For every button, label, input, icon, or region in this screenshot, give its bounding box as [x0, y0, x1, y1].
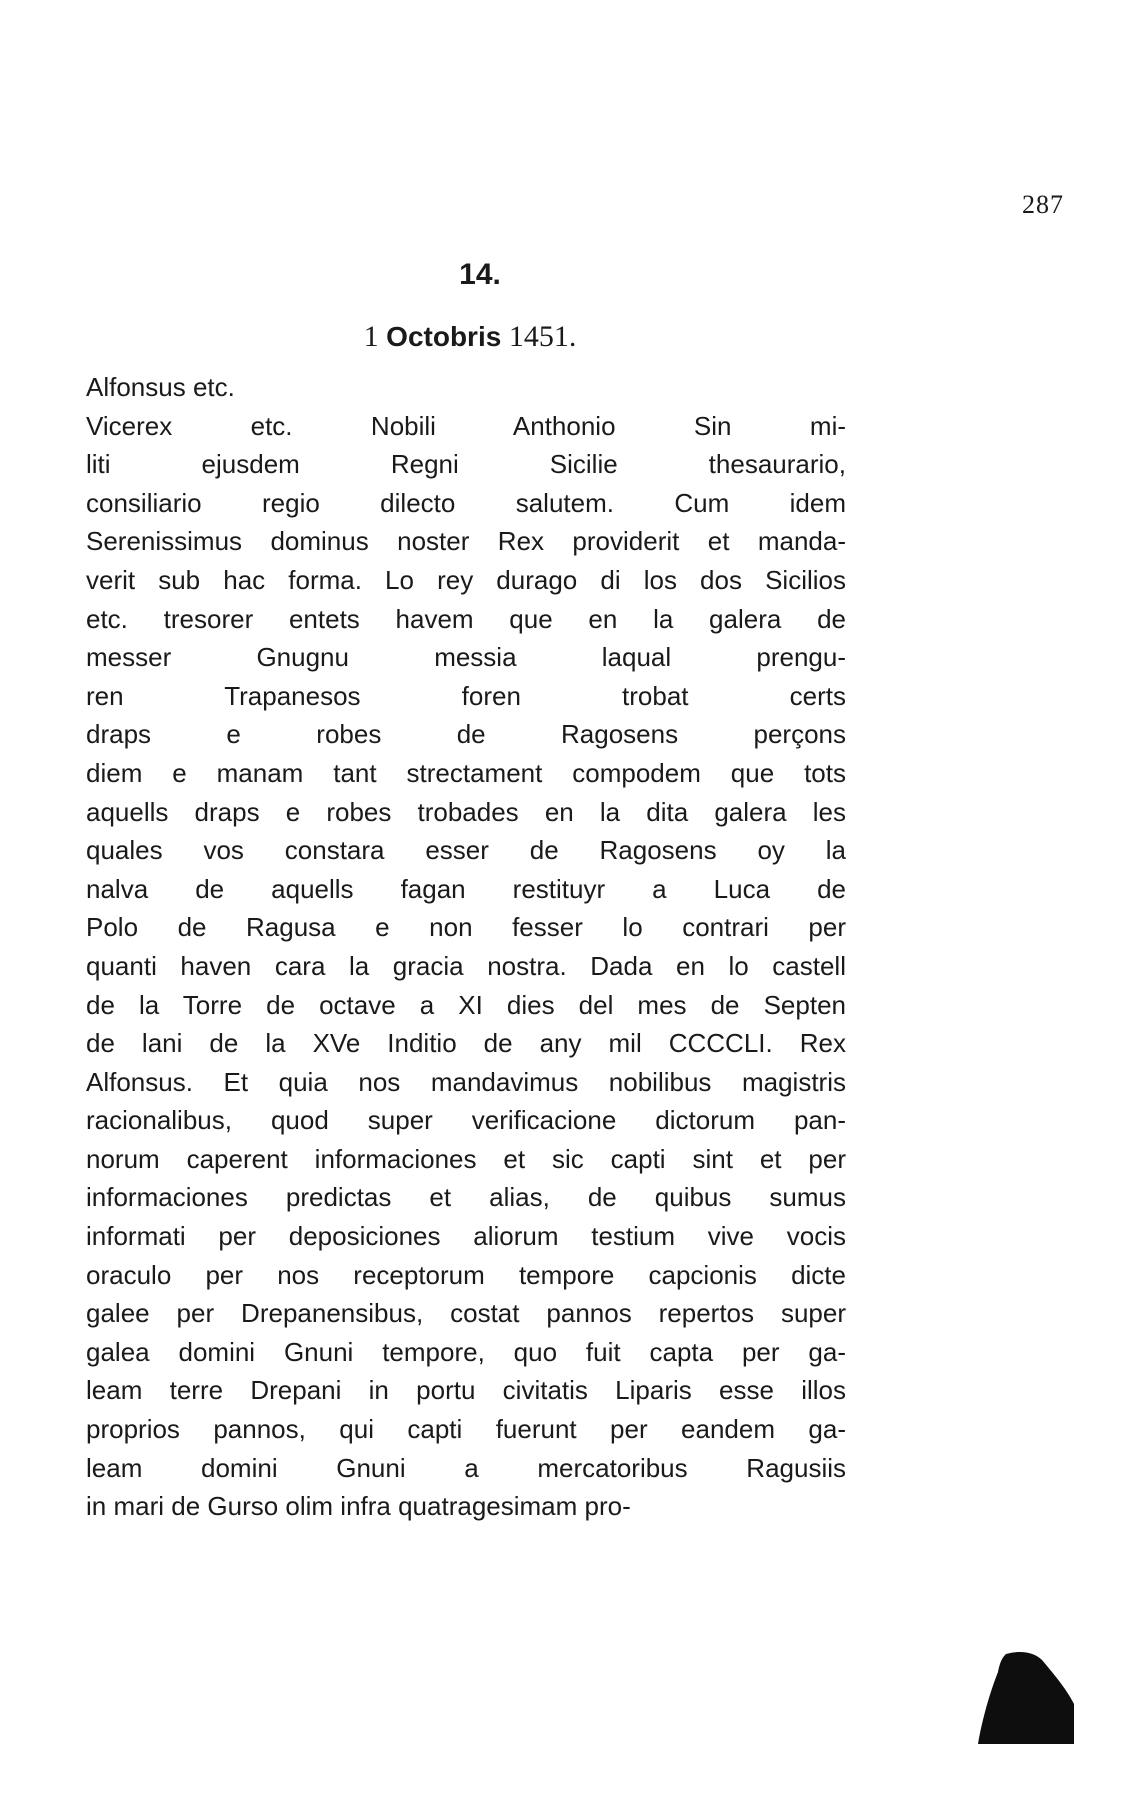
text-line: messer Gnugnu messia laqual prengu- — [86, 642, 846, 673]
text-line: galee per Drepanensibus, costat pannos repertos super — [86, 1298, 846, 1329]
date-year: 1451. — [508, 320, 577, 353]
text-line: draps e robes de Ragosens perçons — [86, 719, 846, 750]
text-line: norum caperent informaciones et sic capti sint et per — [86, 1143, 846, 1174]
text-line: de la Torre de octave a XI dies del mes de Septen — [86, 989, 846, 1020]
date-day: 1 — [363, 320, 379, 353]
text-line: quales vos constara esser de Ragosens oy la — [86, 835, 846, 866]
page-number: 287 — [1022, 190, 1064, 219]
library-stamp-mark — [976, 1650, 1076, 1746]
text-line: Serenissimus dominus noster Rex providerit et manda- — [86, 526, 846, 557]
text-line: oraculo per nos receptorum tempore capcionis dicte — [86, 1259, 846, 1290]
text-line: diem e manam tant strectament compodem que tots — [86, 757, 846, 788]
text-line: racionalibus, quod super verificacione dictorum pan- — [86, 1105, 846, 1136]
text-line: ren Trapanesos foren trobat certs — [86, 680, 846, 711]
text-line: liti ejusdem Regni Sicilie thesaurario, — [86, 449, 846, 480]
text-line: Polo de Ragusa e non fesser lo contrari per — [86, 912, 846, 943]
text-line: proprios pannos, qui capti fuerunt per eandem ga- — [86, 1414, 846, 1445]
text-line: informaciones predictas et alias, de quibus sumus — [86, 1182, 846, 1213]
text-line: informati per deposiciones aliorum testium vive vocis — [86, 1221, 846, 1252]
text-line: in mari de Gurso olim infra quatragesimam pro- — [86, 1491, 631, 1522]
body-text — [86, 368, 846, 1526]
text-line: Alfonsus. Et quia nos mandavimus nobilibus magistris — [86, 1066, 846, 1097]
document-date — [0, 320, 940, 354]
text-line: leam terre Drepani in portu civitatis Liparis esse illos — [86, 1375, 846, 1406]
text-line: quanti haven cara la gracia nostra. Dada en lo castell — [86, 950, 846, 981]
date-month: Octobris — [386, 321, 502, 352]
text-line: aquells draps e robes trobades en la dita galera les — [86, 796, 846, 827]
text-line: de lani de la XVe Inditio de any mil CCCCLI. Rex — [86, 1028, 846, 1059]
text-line: leam domini Gnuni a mercatoribus Ragusiis — [86, 1452, 846, 1483]
text-line: Alfonsus etc. — [86, 372, 235, 402]
text-line: etc. tresorer entets havem que en la galera de — [86, 603, 846, 634]
text-line: Vicerex etc. Nobili Anthonio Sin mi- — [86, 410, 846, 441]
text-line: nalva de aquells fagan restituyr a Luca de — [86, 873, 846, 904]
text-line: galea domini Gnuni tempore, quo fuit capta per ga- — [86, 1336, 846, 1367]
document-number: 14. — [459, 258, 501, 291]
text-line: verit sub hac forma. Lo rey durago di los dos Sicilios — [86, 564, 846, 595]
text-line: consiliario regio dilecto salutem. Cum idem — [86, 487, 846, 518]
